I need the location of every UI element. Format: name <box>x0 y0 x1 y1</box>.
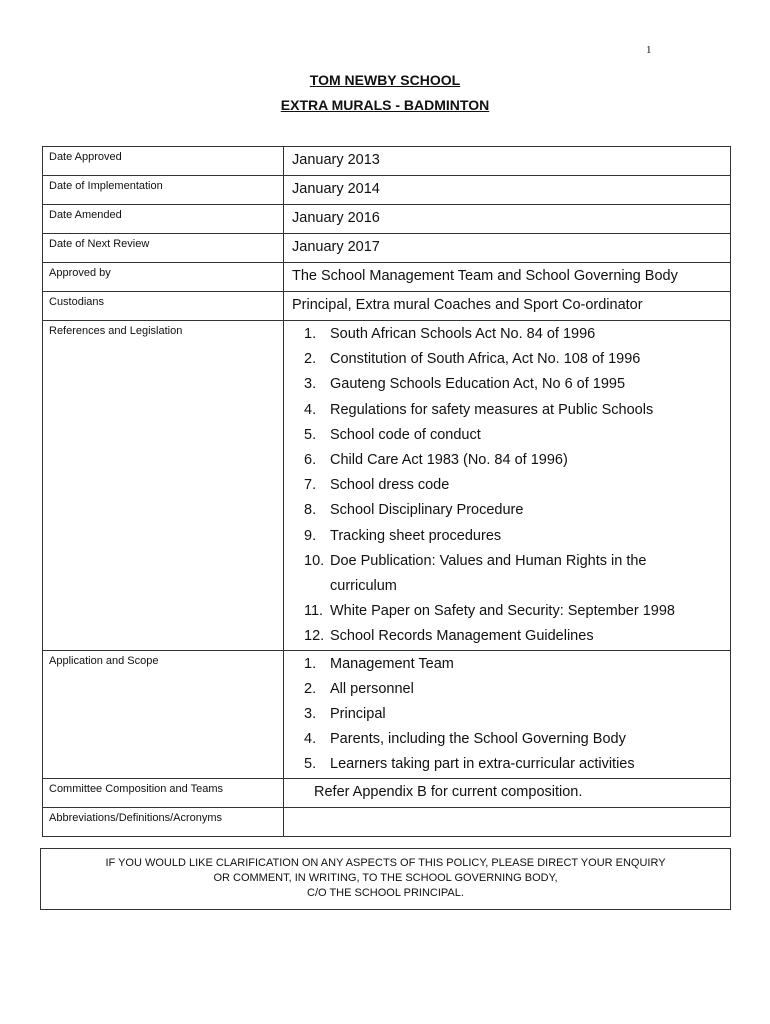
list-item: 9. Tracking sheet procedures <box>304 527 502 544</box>
list-item: 1. Management Team <box>304 655 454 672</box>
list-item: 8. School Disciplinary Procedure <box>304 502 524 519</box>
date-amended-value: January 2016 <box>284 205 731 234</box>
table-row <box>43 176 731 205</box>
table-row <box>43 205 731 234</box>
table-row <box>43 807 731 836</box>
document-title: TOM NEWBY SCHOOL <box>309 72 461 88</box>
list-item: 6. Child Care Act 1983 (No. 84 of 1996) <box>304 452 568 469</box>
application-scope-label: Application and Scope <box>43 650 284 778</box>
date-implementation-label: Date of Implementation <box>43 176 284 205</box>
list-item: 4. Regulations for safety measures at Public Schools <box>304 401 654 418</box>
custodians-value: Principal, Extra mural Coaches and Sport Co-ordinator <box>284 292 731 321</box>
date-next-review-label: Date of Next Review <box>43 234 284 263</box>
date-next-review-value: January 2017 <box>284 234 731 263</box>
notice-line-1: IF YOU WOULD LIKE CLARIFICATION ON ANY ASPECTS OF THIS POLICY, PLEASE DIRECT YOUR ENQUIRY <box>105 857 666 869</box>
table-row <box>43 234 731 263</box>
approved-by-value: The School Management Team and School Governing Body <box>284 263 731 292</box>
table-row <box>43 321 731 651</box>
committee-label: Committee Composition and Teams <box>43 778 284 807</box>
list-item: 2. All personnel <box>304 680 414 697</box>
list-item: 5. School code of conduct <box>304 426 481 443</box>
clarification-notice <box>40 848 731 910</box>
date-approved-value: January 2013 <box>284 147 731 176</box>
policy-details-table <box>42 146 731 837</box>
table-row <box>43 292 731 321</box>
list-item: 1. South African Schools Act No. 84 of 1996 <box>304 326 596 342</box>
document-subtitle: EXTRA MURALS - BADMINTON <box>280 97 490 113</box>
table-row <box>43 650 731 778</box>
list-item: 5. Learners taking part in extra-curricular activities <box>304 756 635 773</box>
table-row <box>43 263 731 292</box>
list-item: 10. Doe Publication: Values and Human Rights in the curriculum <box>304 552 647 595</box>
application-scope-value <box>284 650 731 778</box>
references-value <box>284 321 731 651</box>
custodians-label: Custodians <box>43 292 284 321</box>
list-item: 12. School Records Management Guidelines <box>304 628 594 645</box>
list-item: 3. Gauteng Schools Education Act, No 6 of 1995 <box>304 376 626 393</box>
list-item: 7. School dress code <box>304 477 450 494</box>
list-item: 4. Parents, including the School Governing Body <box>304 731 626 748</box>
notice-line-2: OR COMMENT, IN WRITING, TO THE SCHOOL GOVERNING BODY, <box>213 872 558 884</box>
table-row <box>43 778 731 807</box>
abbreviations-label: Abbreviations/Definitions/Acronyms <box>43 807 284 836</box>
page-number: 1 <box>646 44 652 56</box>
approved-by-label: Approved by <box>43 263 284 292</box>
references-list <box>284 322 730 650</box>
list-item: 11. White Paper on Safety and Security: September 1998 <box>304 603 675 620</box>
application-scope-list <box>284 652 730 778</box>
table-row <box>43 147 731 176</box>
abbreviations-value <box>284 807 731 836</box>
references-label: References and Legislation <box>43 321 284 651</box>
date-amended-label: Date Amended <box>43 205 284 234</box>
notice-line-3: C/O THE SCHOOL PRINCIPAL. <box>307 887 464 899</box>
date-implementation-value: January 2014 <box>284 176 731 205</box>
committee-value: Refer Appendix B for current composition. <box>284 778 731 807</box>
date-approved-label: Date Approved <box>43 147 284 176</box>
list-item: 2. Constitution of South Africa, Act No. 108 of 1996 <box>304 351 641 368</box>
list-item: 3. Principal <box>304 706 386 723</box>
